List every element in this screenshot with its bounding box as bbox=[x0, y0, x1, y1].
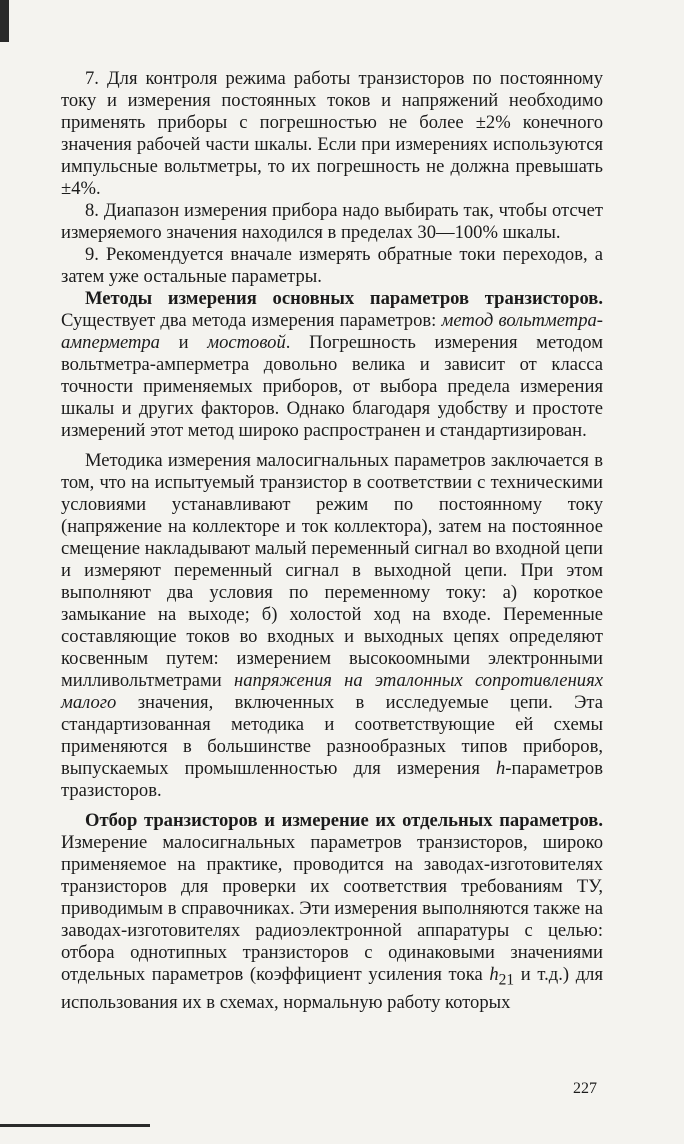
page-number: 227 bbox=[573, 1080, 597, 1097]
italic-symbol: h bbox=[496, 758, 506, 779]
paragraph-text: значения, включенных в исследуемые цепи. Эта стандартизованная методика и соответствующие ей схемы применяются в большинстве разнообразных типов приборов, выпускаемых промышленностью для измерения bbox=[61, 692, 603, 779]
section-heading-selection: Отбор транзисторов и измерение их отдельных параметров. bbox=[85, 810, 603, 831]
paragraph-selection bbox=[61, 810, 603, 1014]
paragraph-text: и bbox=[159, 332, 208, 353]
italic-phrase: напряжения на эталонных сопротивлениях малого bbox=[61, 670, 603, 713]
italic-term: метод вольтметра-амперметра bbox=[61, 310, 603, 353]
paragraph-methodology bbox=[61, 450, 603, 802]
subscript: 21 bbox=[498, 971, 515, 989]
paragraph-text: Измерение малосигнальных параметров транзисторов, широко применяемое на практике, проводится на заводах-изготовителях транзисторов для проверки их соответствия требованиям ТУ, приводимым в справочниках. Эти измерения выполняются также на заводах-изготовителях радиоэлектронной аппаратуры с целью: отбора однотипных транзисторов с одинаковыми значениями отдельных параметров (коэффициент усиления тока bbox=[61, 832, 603, 985]
paragraph-text: Методика измерения малосигнальных параметров заключается в том, что на испытуемый транзистор в соответствии с техническими условиями устанавливают режим по постоянному току (напряжение на коллекторе и ток коллектора), затем на постоянное смещение накладывают малый переменный сигнал во входной цепи и измеряют переменный сигнал в выходной цепи. При этом выполняют два условия по переменному току: а) короткое замыкание на выходе; б) холостой ход на входе. Переменные составляющие токов во входных и выходных цепях определяют косвенным путем: измерением высокоомными электронными милливольтметрами bbox=[61, 450, 603, 691]
paragraph-8 bbox=[61, 200, 603, 244]
paragraph-text: 8. Диапазон измерения прибора надо выбирать так, чтобы отсчет измеряемого значения находился в пределах 30—100% шкалы. bbox=[61, 200, 603, 243]
italic-term: мостовой bbox=[207, 332, 286, 353]
paragraph-7 bbox=[61, 68, 603, 200]
paragraph-text: Существует два метода измерения параметров: bbox=[61, 310, 442, 331]
section-heading-methods: Методы измерения основных параметров транзисторов. bbox=[85, 288, 603, 309]
text-column bbox=[61, 68, 603, 1014]
paragraph-text: и т.д.) для использования их в схемах, нормальную работу которых bbox=[61, 964, 603, 1013]
paragraph-text: 7. Для контроля режима работы транзисторов по постоянному току и измерения постоянных токов и напряжений необходимо применять приборы с погрешностью не более ±2% конечного значения рабочей части шкалы. Если при измерениях используются импульсные вольтметры, то их погрешность не должна превышать ±4%. bbox=[61, 68, 603, 199]
scan-edge-mark bbox=[0, 1124, 150, 1127]
paragraph-text: -параметров тразисторов. bbox=[61, 758, 603, 801]
paragraph-text: . Погрешность измерения методом вольтметра-амперметра довольно велика и зависит от класса точности применяемых приборов, от выбора предела измерения шкалы и других факторов. Однако благодаря удобству и простоте измерений этот метод широко распространен и стандартизирован. bbox=[61, 332, 604, 441]
paragraph-text: 9. Рекомендуется вначале измерять обратные токи переходов, а затем уже остальные параметры. bbox=[61, 244, 603, 287]
scan-edge-mark bbox=[0, 0, 9, 42]
paragraph-9 bbox=[61, 244, 603, 288]
paragraph-methods bbox=[61, 288, 603, 442]
italic-symbol: h bbox=[489, 964, 499, 985]
